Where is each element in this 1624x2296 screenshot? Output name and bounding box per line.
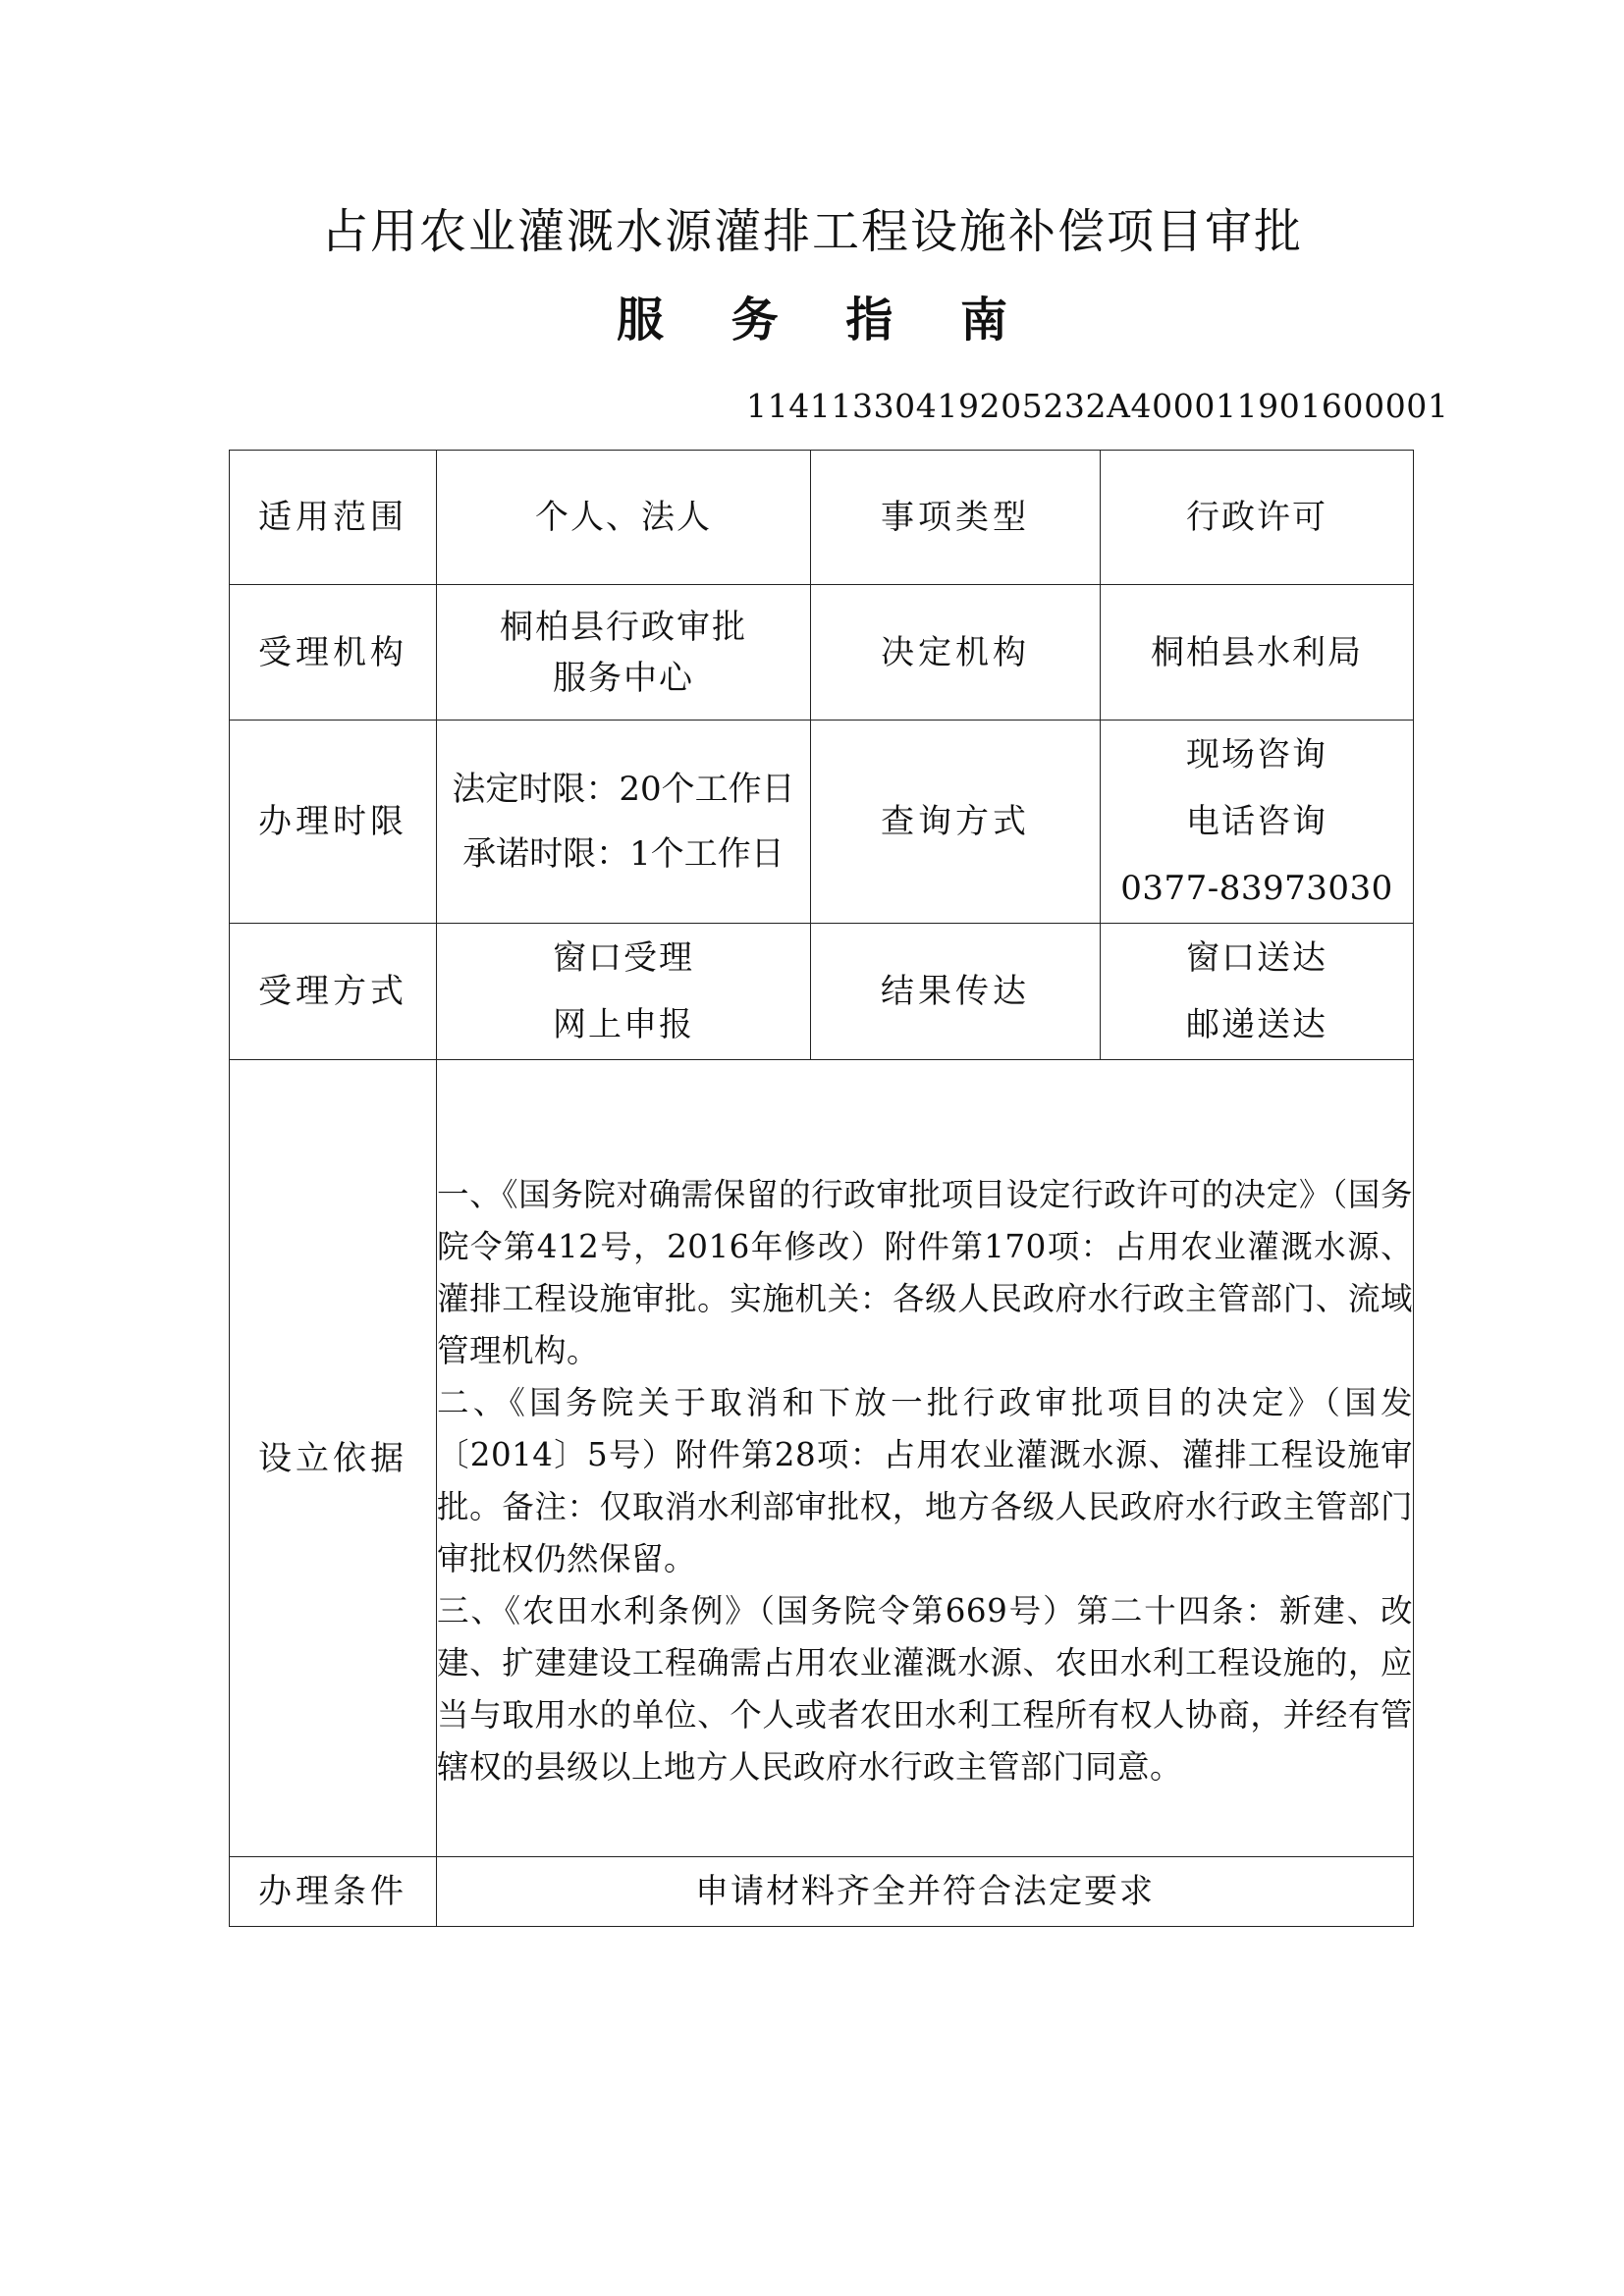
condition-value: 申请材料齐全并符合法定要求 [437,1857,1414,1927]
decide-org-label: 决定机构 [811,585,1101,721]
basis-paragraph-3: 三、《农田水利条例》（国务院令第669号）第二十四条：新建、改建、扩建建设工程确需占用农业灌溉水源、农田水利工程设施的，应当与取用水的单位、个人或者农田水利工程所有权人协商，并经有管辖权的县级以上地方人民政府水行政主管部门同意。 [437,1591,1413,1786]
decide-org-value: 桐柏县水利局 [1101,585,1414,721]
table-row-time-limit [230,721,1414,924]
accept-org-value [437,585,811,721]
query-label: 查询方式 [811,721,1101,924]
table-row-organization [230,585,1414,721]
scope-value: 个人、法人 [437,451,811,585]
table-row-basis [230,1060,1414,1857]
table-row-condition [230,1857,1414,1927]
document-title: 占用农业灌溉水源灌排工程设施补偿项目审批 [320,204,1303,259]
accept-method-line-1: 窗口受理 [553,938,694,978]
table-row-accept-method [230,924,1414,1060]
time-limit-line-2: 承诺时限：1个工作日 [462,834,785,874]
result-line-2: 邮递送达 [1186,1005,1327,1044]
time-limit-label: 办理时限 [230,721,437,924]
accept-method-line-2: 网上申报 [553,1005,694,1044]
accept-method-label: 受理方式 [230,924,437,1060]
scope-label: 适用范围 [230,451,437,585]
basis-content [437,1060,1414,1857]
type-label: 事项类型 [811,451,1101,585]
service-guide-table [229,450,1414,1927]
basis-paragraph-2: 二、《国务院关于取消和下放一批行政审批项目的决定》（国发〔2014〕5号）附件第28项：占用农业灌溉水源、灌排工程设施审批。备注：仅取消水利部审批权，地方各级人民政府水行政主管部门审批权仍然保留。 [437,1383,1413,1577]
result-label: 结果传达 [811,924,1101,1060]
query-phone: 0377-83973030 [1120,869,1393,908]
result-line-1: 窗口送达 [1186,938,1327,978]
condition-label: 办理条件 [230,1857,437,1927]
basis-paragraph-1: 一、《国务院对确需保留的行政审批项目设定行政许可的决定》（国务院令第412号，2016年修改）附件第170项：占用农业灌溉水源、灌排工程设施审批。实施机关：各级人民政府水行政主管部门、流域管理机构。 [437,1175,1413,1369]
time-limit-line-1: 法定时限：20个工作日 [452,770,795,809]
type-value: 行政许可 [1101,451,1414,585]
accept-org-label: 受理机构 [230,585,437,721]
accept-org-line-2: 服务中心 [553,658,694,698]
basis-label: 设立依据 [230,1060,437,1857]
time-limit-value [437,721,811,924]
query-line-2: 电话咨询 [1186,802,1327,841]
query-line-1: 现场咨询 [1186,735,1327,774]
result-value [1101,924,1414,1060]
item-code: 11411330419205232A400011901600001 [746,387,1449,425]
table-row-scope [230,451,1414,585]
accept-org-line-1: 桐柏县行政审批 [500,607,747,647]
document-subtitle: 服 务 指 南 [616,293,1034,347]
accept-method-value [437,924,811,1060]
query-value [1101,721,1414,924]
